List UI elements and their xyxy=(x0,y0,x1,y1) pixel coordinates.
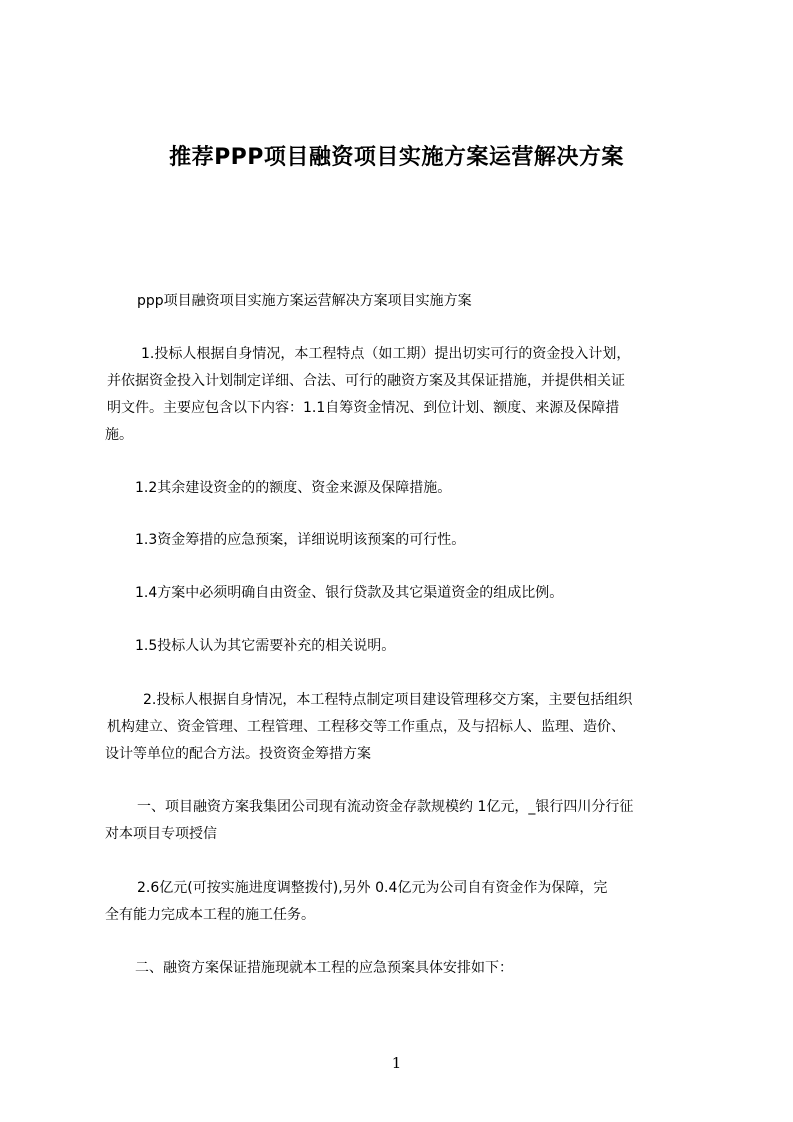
paragraph-line: 1.2其余建设资金的的额度、资金来源及保障措施。 xyxy=(135,480,452,496)
paragraph-6 xyxy=(105,687,705,768)
paragraph-2 xyxy=(105,475,705,502)
paragraph-line: 1.3资金筹措的应急预案，详细说明该预案的可行性。 xyxy=(135,532,466,548)
paragraph-line: 1.5投标人认为其它需要补充的相关说明。 xyxy=(135,638,396,654)
paragraph-3 xyxy=(105,527,705,554)
paragraph-9 xyxy=(105,955,705,982)
paragraph-line: 并依据资金投入计划制定详细、合法、可行的融资方案及其保证措施，并提供相关证 xyxy=(107,373,625,389)
paragraph-line: 一、项目融资方案我集团公司现有流动资金存款规模约 1亿元，_银行四川分行征 xyxy=(137,799,634,815)
paragraph-line: 对本项目专项授信 xyxy=(105,826,217,842)
paragraph-line: 2.投标人根据自身情况，本工程特点制定项目建设管理移交方案，主要包括组织 xyxy=(143,692,633,708)
paragraph-line: 1.4方案中必须明确自由资金、银行贷款及其它渠道资金的组成比例。 xyxy=(135,585,564,601)
paragraph-line: 二、融资方案保证措施现就本工程的应急预案具体安排如下： xyxy=(135,960,513,976)
paragraph-line: 1.投标人根据自身情况，本工程特点（如工期）提出切实可行的资金投入计划， xyxy=(141,346,631,362)
paragraph-1 xyxy=(105,341,705,449)
paragraph-line: 2.6亿元(可按实施进度调整拨付),另外 0.4亿元为公司自有资金作为保障，完 xyxy=(137,880,608,896)
page-number: 1 xyxy=(391,1054,402,1072)
paragraph-7 xyxy=(105,794,705,848)
paragraph-line: 设计等单位的配合方法。投资资金筹措方案 xyxy=(105,746,371,762)
document-subtitle xyxy=(105,288,737,315)
document-title: 推荐PPP项目融资项目实施方案运营解决方案 xyxy=(169,145,624,170)
paragraph-5 xyxy=(105,633,705,660)
paragraph-line: 全有能力完成本工程的施工任务。 xyxy=(105,907,315,923)
paragraph-line: 明文件。主要应包含以下内容：1.1自筹资金情况、到位计划、额度、来源及保障措 xyxy=(107,400,620,416)
paragraph-line: 施。 xyxy=(105,427,133,443)
paragraph-line: 机构建立、资金管理、工程管理、工程移交等工作重点，及与招标人、监理、造价、 xyxy=(107,719,625,735)
subtitle-line: ppp项目融资项目实施方案运营解决方案项目实施方案 xyxy=(137,293,472,309)
paragraph-8 xyxy=(105,875,705,929)
paragraph-4 xyxy=(105,580,705,607)
